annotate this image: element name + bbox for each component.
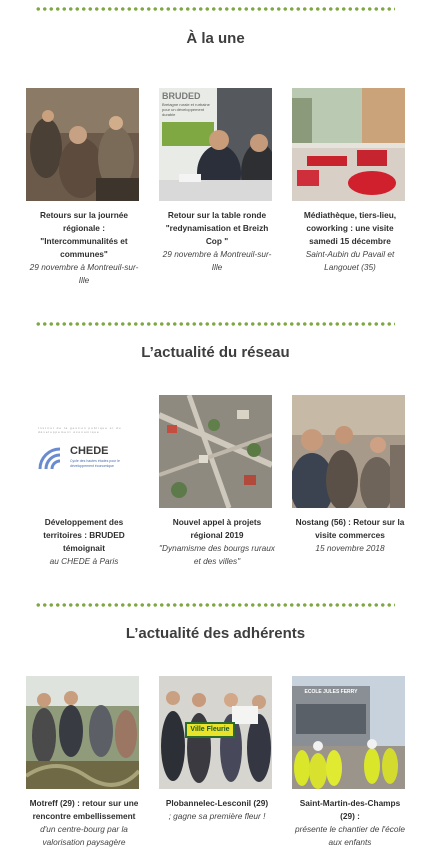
news-subtitle: 29 novembre à Montreuil-sur-Ille	[162, 249, 272, 272]
news-subtitle: 15 novembre 2018	[315, 543, 385, 553]
news-subtitle: "Dynamisme des bourgs ruraux et des villes"	[159, 543, 275, 566]
wifi-logo-icon	[38, 447, 68, 469]
news-subtitle: d'un centre-bourg par la valorisation paysagère	[40, 824, 128, 847]
news-image[interactable]	[159, 676, 272, 789]
news-title[interactable]: Nouvel appel à projets régional 2019	[172, 517, 262, 540]
news-card[interactable]	[292, 88, 408, 274]
news-subtitle: Saint-Aubin du Pavail et Langouet (35)	[305, 249, 395, 272]
news-image[interactable]	[159, 88, 272, 201]
news-title[interactable]: Plobannelec-Lesconil (29)	[165, 798, 269, 808]
ville-fleurie-sign: Ville Fleurie	[185, 722, 235, 738]
section-title-actualite-adherents: L’actualité des adhérents	[125, 625, 306, 642]
news-title[interactable]: Développement des territoires : BRUDED témoignait	[43, 517, 125, 553]
chede-small-text: Cycle des hautes études pour le développement économique	[70, 459, 121, 468]
news-card[interactable]	[26, 88, 142, 287]
news-card[interactable]	[26, 676, 142, 849]
dotted-divider	[35, 603, 395, 607]
news-title[interactable]: Saint-Martin-des-Champs (29) :	[299, 798, 401, 821]
news-title[interactable]: Retours sur la journée régionale : "Intercommunalités et communes"	[39, 210, 129, 259]
news-card[interactable]	[292, 395, 408, 555]
news-image[interactable]	[292, 395, 405, 508]
chede-logo-text: CHEDE	[70, 445, 109, 457]
news-card[interactable]	[159, 395, 275, 568]
dotted-divider	[35, 322, 395, 326]
news-image[interactable]	[292, 676, 405, 789]
news-title[interactable]: Retour sur la table ronde "redynamisation et Breizh Cop "	[165, 210, 269, 246]
news-title[interactable]: Motreff (29) : retour sur une rencontre embellissement	[29, 798, 139, 821]
banner-tagline: Bretagne rurale et rurbaine pour un développement durable	[162, 102, 210, 117]
news-image[interactable]	[26, 395, 139, 508]
news-image[interactable]	[292, 88, 405, 201]
news-subtitle: ; gagne sa première fleur !	[168, 811, 266, 821]
news-card[interactable]	[159, 88, 275, 274]
dotted-divider	[35, 7, 395, 11]
section-title-actualite-reseau: L’actualité du réseau	[141, 344, 290, 361]
news-title[interactable]: Nostang (56) : Retour sur la visite commerces	[295, 517, 405, 540]
school-sign: ECOLE JULES FERRY	[304, 689, 358, 695]
news-image[interactable]	[159, 395, 272, 508]
news-image[interactable]	[26, 676, 139, 789]
news-subtitle: au CHEDE à Paris	[49, 556, 119, 566]
banner-brand: BRUDED	[162, 91, 201, 101]
news-subtitle: présente le chantier de l'école aux enfants	[295, 824, 405, 847]
news-card[interactable]	[159, 676, 275, 823]
news-image[interactable]	[26, 88, 139, 201]
chede-institute-text: Institut de la gestion publique et du développement économique	[38, 426, 122, 434]
news-card[interactable]	[292, 676, 408, 849]
news-card[interactable]	[26, 395, 142, 568]
news-subtitle: 29 novembre à Montreuil-sur-Ille	[29, 262, 139, 285]
news-title[interactable]: Médiathèque, tiers-lieu, coworking : une visite samedi 15 décembre	[303, 210, 397, 246]
section-title-a-la-une: À la une	[186, 30, 245, 47]
